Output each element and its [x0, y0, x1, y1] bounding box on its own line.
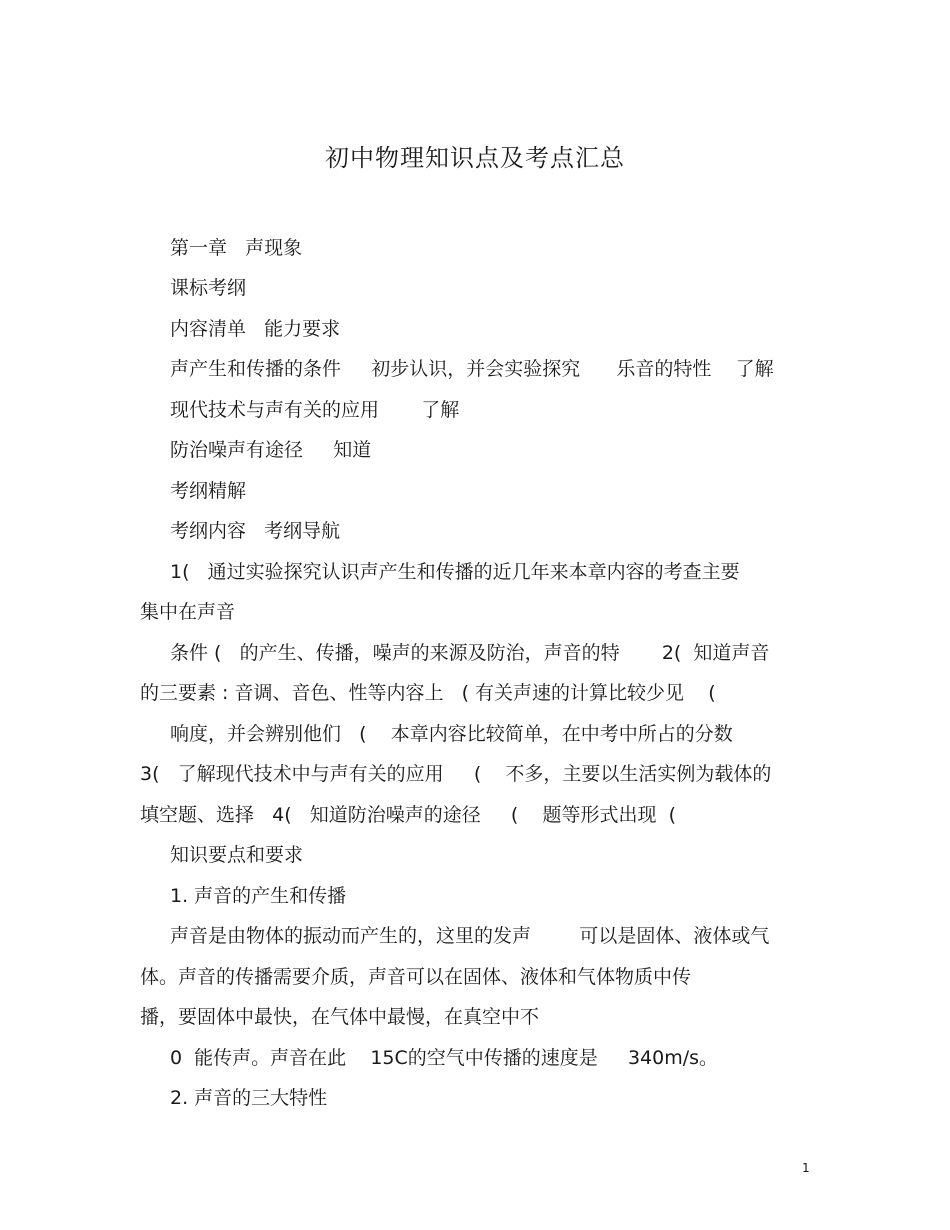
- section-heading: 考纲精解: [170, 480, 247, 502]
- text-line: 3( 了解现代技术中与声有关的应用 ( 不多，主要以生活实例为载体的: [140, 763, 772, 785]
- text-line: 条件 ( 的产生、传播，噪声的来源及防治，声音的特 2( 知道声音: [170, 642, 770, 664]
- text-line: 声产生和传播的条件 初步认识，并会实验探究 乐音的特性 了解: [170, 358, 774, 380]
- document-title: 初中物理知识点及考点汇总: [325, 144, 625, 172]
- text-line: 播，要固体中最快，在气体中最慢，在真空中不: [140, 1006, 540, 1028]
- page-number: 1: [802, 1161, 810, 1175]
- text-line: 集中在声音: [140, 601, 236, 623]
- text-line: 0 能传声。声音在此 15C的空气中传播的速度是 340m/s。: [170, 1047, 719, 1069]
- text-line: 响度，并会辨别他们 ( 本章内容比较简单，在中考中所占的分数: [170, 723, 733, 745]
- section-heading: 知识要点和要求: [170, 844, 304, 866]
- subsection-heading: 2. 声音的三大特性: [170, 1087, 328, 1109]
- text-line: 防治噪声有途径 知道: [170, 439, 372, 461]
- text-line: 的三要素 : 音调、音色、性等内容上 ( 有关声速的计算比较少见 (: [140, 682, 716, 704]
- text-line: 填空题、选择 4( 知道防治噪声的途径 ( 题等形式出现 (: [140, 804, 676, 826]
- text-line: 体。声音的传播需要介质，声音可以在固体、液体和气体物质中传: [140, 966, 692, 988]
- text-line: 现代技术与声有关的应用 了解: [170, 399, 460, 421]
- section-heading: 课标考纲: [170, 277, 247, 299]
- text-line: 声音是由物体的振动而产生的，这里的发声 可以是固体、液体或气: [170, 925, 770, 947]
- text-line: 1( 通过实验探究认识声产生和传播的近几年来本章内容的考查主要: [170, 561, 740, 583]
- subsection-heading: 1. 声音的产生和传播: [170, 885, 347, 907]
- chapter-heading: 第一章 声现象: [170, 237, 303, 259]
- text-line: 内容清单 能力要求: [170, 318, 341, 340]
- text-line: 考纲内容 考纲导航: [170, 520, 341, 542]
